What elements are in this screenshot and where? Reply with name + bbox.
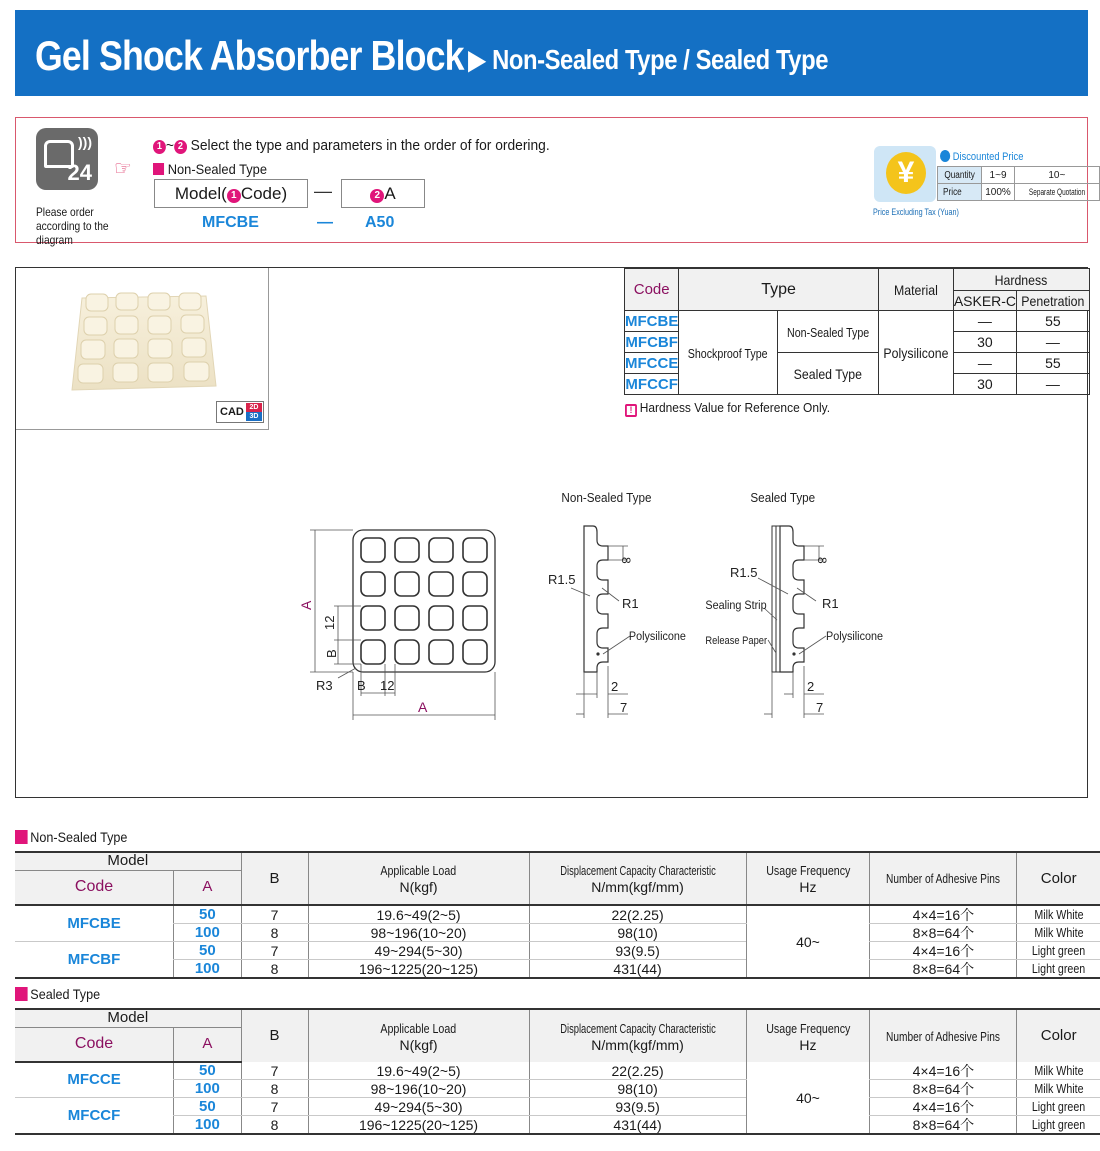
- spec-pen-1: 55: [1017, 311, 1090, 332]
- spec-type-main: Shockproof Type: [679, 311, 777, 395]
- s-freq: 40~: [746, 1062, 870, 1134]
- spec-hardness-header: Hardness: [953, 269, 1089, 291]
- col-code: Code: [15, 1027, 174, 1062]
- ns-a: 100: [174, 924, 241, 942]
- spec-material-header: Material: [878, 269, 953, 311]
- spec-type-nonsealed: Non-Sealed Type: [777, 311, 878, 353]
- release-paper-label: Release Paper: [705, 635, 768, 648]
- field-dash: —: [314, 181, 332, 201]
- s-disp: 431(44): [529, 1116, 746, 1135]
- spec-asker-3: —: [953, 353, 1016, 374]
- s-disp: 93(9.5): [529, 1098, 746, 1116]
- subtitle-text: Non-Sealed Type / Sealed Type: [492, 44, 829, 75]
- col-a: A: [174, 870, 241, 905]
- sealed-table: [15, 1008, 1100, 1135]
- square-marker-icon: [15, 830, 28, 844]
- col-freq: Usage Frequency Hz: [746, 852, 870, 905]
- s-a: 100: [174, 1080, 241, 1098]
- poly-label-nonsealed: Polysilicone: [628, 630, 686, 644]
- model-code-field: [154, 179, 308, 208]
- col-color: Color: [1017, 1009, 1100, 1062]
- s-color: Light green: [1017, 1098, 1100, 1116]
- ns-pins: 4×4=16个: [870, 905, 1017, 924]
- ns-a: 50: [174, 905, 241, 924]
- product-panel: [15, 267, 1088, 798]
- step-separator: ~: [165, 137, 174, 154]
- arrow-icon: ▶: [468, 44, 486, 75]
- discount-title-text: Discounted Price: [952, 151, 1024, 163]
- quantity-1: 1~9: [982, 167, 1015, 184]
- s-b: 8: [241, 1080, 308, 1098]
- ns-a: 50: [174, 942, 241, 960]
- col-pins: Number of Adhesive Pins: [870, 1009, 1017, 1062]
- ns-disp: 22(2.25): [529, 905, 746, 924]
- a-field: [341, 179, 425, 208]
- label-sealed: Sealed Type: [750, 490, 816, 506]
- order-note: Please order according to the diagram: [36, 205, 109, 247]
- dim-r1-nonsealed: R1: [622, 596, 639, 611]
- col-freq: Usage Frequency Hz: [746, 1009, 870, 1062]
- cad-2d-tag[interactable]: 2D: [246, 403, 262, 412]
- spec-code-header: Code: [625, 269, 679, 311]
- price-1: 100%: [982, 184, 1015, 201]
- phone-24-icon: [36, 128, 98, 190]
- field1-badge: 1: [227, 189, 241, 203]
- example-a: A50: [365, 214, 395, 231]
- ns-disp: 431(44): [529, 960, 746, 979]
- dim-a-horizontal: A: [418, 699, 428, 715]
- ns-disp: 98(10): [529, 924, 746, 942]
- ns-pins: 4×4=16个: [870, 942, 1017, 960]
- cad-3d-tag[interactable]: 3D: [246, 412, 262, 421]
- col-load: Applicable Load N(kgf): [308, 1009, 529, 1062]
- s-color: Milk White: [1017, 1062, 1100, 1080]
- ns-load: 49~294(5~30): [308, 942, 529, 960]
- s-disp: 22(2.25): [529, 1062, 746, 1080]
- s-pins: 8×8=64个: [870, 1080, 1017, 1098]
- instruction-text: Select the type and parameters in the order of for ordering.: [190, 137, 550, 154]
- col-disp: Displacement Capacity Characteristic N/mm(kgf/mm): [529, 852, 746, 905]
- s-disp: 98(10): [529, 1080, 746, 1098]
- nonsealed-title-text: Non-Sealed Type: [30, 829, 128, 845]
- col-disp: Displacement Capacity Characteristic N/mm(kgf/mm): [529, 1009, 746, 1062]
- s-a: 50: [174, 1062, 241, 1080]
- label-nonsealed: Non-Sealed Type: [561, 490, 652, 506]
- s-color: Light green: [1017, 1116, 1100, 1135]
- nonsealed-table: [15, 851, 1100, 979]
- info-icon: !: [625, 404, 637, 417]
- sealed-section-title: [15, 986, 100, 1002]
- signal-icon: ))): [78, 134, 92, 150]
- cad-label: CAD: [220, 406, 244, 418]
- dim-2-sealed: 2: [807, 679, 815, 694]
- ns-code-mfcbe: MFCBE: [15, 905, 174, 942]
- nonsealed-section-title: [15, 829, 127, 845]
- yen-coin: ¥: [886, 152, 926, 194]
- spec-material: Polysilicone: [878, 311, 953, 395]
- spec-asker-header: ASKER-C: [953, 292, 1017, 309]
- col-pins: Number of Adhesive Pins: [870, 852, 1017, 905]
- field1-prefix: Model(: [174, 184, 227, 203]
- quantity-2: 10~: [1014, 167, 1099, 184]
- s-code-mfcce: MFCCE: [15, 1062, 174, 1098]
- spec-code-2: MFCBF: [625, 333, 678, 351]
- ns-color: Light green: [1017, 960, 1100, 979]
- s-a: 100: [174, 1116, 241, 1135]
- order-instruction: [153, 137, 550, 154]
- pointing-hand-icon: ☞: [114, 158, 132, 180]
- technical-drawing: [16, 268, 1089, 799]
- dim-7-sealed: 7: [816, 700, 824, 715]
- dim-7-nonsealed: 7: [620, 700, 628, 715]
- col-load: Applicable Load N(kgf): [308, 852, 529, 905]
- title-banner: [15, 10, 1088, 96]
- dim-r1-sealed: R1: [822, 596, 839, 611]
- spec-asker-1: —: [953, 311, 1016, 332]
- step-2-badge: 2: [174, 140, 187, 154]
- col-model: Model: [15, 852, 241, 870]
- poly-label-sealed: Polysilicone: [826, 630, 883, 644]
- sealed-side-profile: [780, 526, 804, 672]
- order-type-label: [153, 161, 267, 177]
- dim-r3: R3: [316, 678, 333, 693]
- spec-code-1: MFCBE: [625, 312, 679, 330]
- dim-8-sealed: 8: [815, 557, 829, 564]
- col-model: Model: [15, 1009, 241, 1027]
- dim-b-horizontal: B: [357, 678, 366, 693]
- nonsealed-side-profile: [584, 526, 608, 672]
- field1-suffix: Code): [240, 184, 288, 203]
- type-label-text: Non-Sealed Type: [167, 161, 268, 177]
- s-b: 7: [241, 1062, 308, 1080]
- square-marker-icon: [153, 163, 164, 175]
- col-color: Color: [1017, 852, 1100, 905]
- page-subtitle: [468, 43, 828, 76]
- ordering-panel: [15, 117, 1088, 247]
- seal-strip-label: Sealing Strip: [705, 599, 767, 613]
- spec-pen-2: —: [1017, 332, 1090, 353]
- spec-code-4: MFCCF: [625, 375, 678, 393]
- yen-price-icon: [874, 146, 936, 202]
- square-marker-icon: [15, 987, 28, 1001]
- example-code: MFCBE: [202, 214, 259, 231]
- ns-color: Milk White: [1017, 905, 1100, 924]
- step-1-badge: 1: [153, 140, 166, 154]
- dim-12-horizontal: 12: [380, 678, 395, 693]
- hardness-note-text: Hardness Value for Reference Only.: [639, 400, 831, 415]
- ns-b: 7: [241, 942, 308, 960]
- dim-8-nonsealed: 8: [619, 557, 633, 564]
- page-title: Gel Shock Absorber Block: [35, 32, 464, 79]
- ns-a: 100: [174, 960, 241, 979]
- spec-asker-2: 30: [953, 332, 1016, 353]
- col-code: Code: [15, 870, 174, 905]
- spec-pen-3: 55: [1017, 353, 1090, 374]
- s-b: 8: [241, 1116, 308, 1135]
- price-2: Separate Quotation: [1014, 184, 1099, 201]
- ns-color: Milk White: [1017, 924, 1100, 942]
- dot-icon: [940, 150, 950, 162]
- ns-load: 98~196(10~20): [308, 924, 529, 942]
- example-dash: —: [317, 214, 333, 231]
- s-load: 196~1225(20~125): [308, 1116, 529, 1135]
- dim-b-vertical: B: [324, 649, 339, 658]
- ns-color: Light green: [1017, 942, 1100, 960]
- spec-asker-4: 30: [953, 374, 1016, 395]
- discount-title: [940, 150, 1023, 163]
- col-b: B: [241, 852, 308, 905]
- ns-code-mfcbf: MFCBF: [15, 942, 174, 979]
- spec-code-3: MFCCE: [625, 354, 679, 372]
- spec-type-sealed: Sealed Type: [777, 353, 878, 395]
- col-b: B: [241, 1009, 308, 1062]
- ns-load: 19.6~49(2~5): [308, 905, 529, 924]
- s-load: 49~294(5~30): [308, 1098, 529, 1116]
- ns-load: 196~1225(20~125): [308, 960, 529, 979]
- s-b: 7: [241, 1098, 308, 1116]
- s-pins: 4×4=16个: [870, 1062, 1017, 1080]
- s-a: 50: [174, 1098, 241, 1116]
- spec-pen-4: —: [1017, 374, 1090, 395]
- field2-badge: 2: [370, 189, 384, 203]
- s-pins: 8×8=64个: [870, 1116, 1017, 1135]
- spec-type-header: Type: [679, 269, 879, 311]
- ns-freq: 40~: [746, 905, 870, 978]
- ns-disp: 93(9.5): [529, 942, 746, 960]
- phone-24-label: 24: [67, 160, 92, 185]
- dim-a-vertical: A: [298, 600, 314, 610]
- sealed-title-text: Sealed Type: [30, 986, 101, 1002]
- s-load: 98~196(10~20): [308, 1080, 529, 1098]
- dim-2-nonsealed: 2: [611, 679, 619, 694]
- ns-pins: 8×8=64个: [870, 924, 1017, 942]
- s-code-mfccf: MFCCF: [15, 1098, 174, 1135]
- discount-table: [937, 166, 1100, 201]
- dim-r15-sealed: R1.5: [730, 565, 758, 580]
- field2-text: A: [384, 184, 396, 203]
- top-view-outline: [353, 530, 495, 672]
- dim-r15-nonsealed: R1.5: [548, 572, 576, 587]
- ns-b: 8: [241, 924, 308, 942]
- col-a: A: [174, 1027, 241, 1062]
- s-pins: 4×4=16个: [870, 1098, 1017, 1116]
- ns-pins: 8×8=64个: [870, 960, 1017, 979]
- ns-b: 8: [241, 960, 308, 979]
- s-load: 19.6~49(2~5): [308, 1062, 529, 1080]
- price-label: Price: [938, 184, 982, 201]
- yen-label: Price Excluding Tax (Yuan): [873, 207, 959, 217]
- spec-penetration-header: Penetration: [1017, 291, 1090, 311]
- s-color: Milk White: [1017, 1080, 1100, 1098]
- quantity-label: Quantity: [938, 167, 982, 184]
- dim-12-vertical: 12: [322, 615, 337, 630]
- ns-b: 7: [241, 905, 308, 924]
